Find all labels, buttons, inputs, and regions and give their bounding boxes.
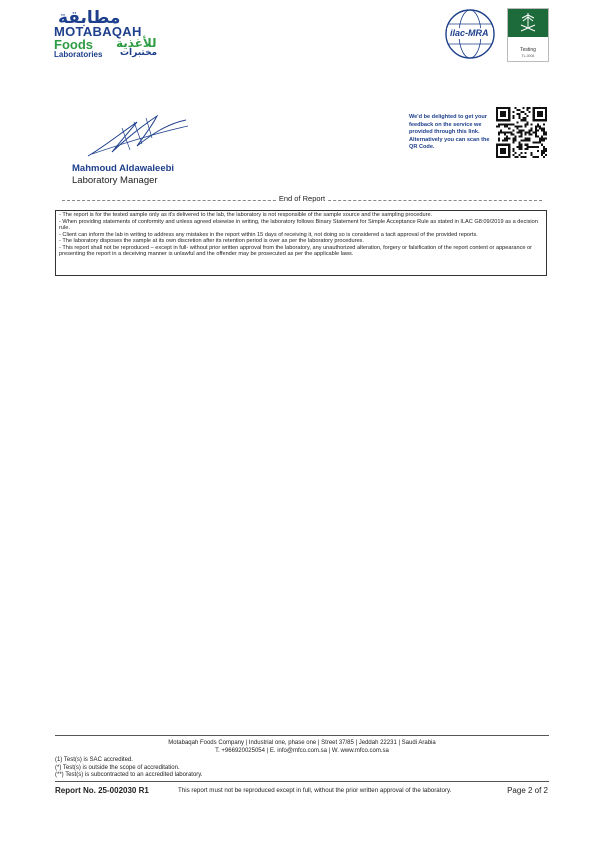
logo-foods-ar: للأغذية [116, 36, 157, 50]
footer-notes [55, 757, 203, 780]
disclaimer-item: - The report is for the tested sample only as it's delivered to the lab, the laboratory is not responsible of the sample source and the sampling procedure. [59, 212, 433, 218]
logo-english-name: MOTABAQAH [54, 24, 142, 39]
footer-address [55, 740, 549, 755]
signer-name: Mahmoud Aldawaleebi [72, 163, 175, 174]
disclaimer-item: - This report shall not be reproduced – except in full- without prior written approval from the laboratory, any unauthorized alteration, forgery or falsification of the report content or appearance or presenting the report in a deceiving manner is unlawful and the offender may be prosecuted as per the applicable laws. [59, 244, 533, 257]
disclaimer-item: - The laboratory disposes the sample at its own discretion after its retention period is over as per the laboratory procedures. [59, 238, 364, 244]
company-logo [54, 8, 184, 58]
signer-title: Laboratory Manager [72, 175, 158, 186]
handwritten-signature [82, 108, 192, 163]
sac-code: TL-0004 [521, 54, 535, 58]
reproduction-warning: This report must not be reproduced except in full, without the prior written approval of the laboratory. [178, 787, 452, 794]
ilac-mra-seal [444, 8, 496, 60]
footer-note: (*) Test(s) is outside the scope of accreditation. [55, 764, 180, 771]
logo-foods-en: Foods [54, 37, 93, 52]
footer-divider [55, 735, 549, 736]
disclaimer-item: - When providing statements of conformity and unless agreed elsewise in writing, the laboratory follows Binary Statement for Simple Acceptance Rule as stated in ILAC G8:09/2019 as a decision rule. [59, 218, 538, 231]
sac-accreditation-mark [507, 8, 549, 62]
disclaimer-item: - Client can inform the lab in writing to address any mistakes in the report within 15 days of receiving it, not doing so is considered a tacit approval of the provided reports. [59, 231, 478, 238]
footer-note: (**) Test(s) is subcontracted to an accredited laboratory. [55, 772, 203, 779]
ilac-label: ilac-MRA [450, 28, 489, 38]
footer-address-line1: Motabaqah Foods Company | Industrial one, phase one | Street 37/85 | Jeddah 22231 | Saudi Arabia [168, 740, 436, 746]
disclaimer-box [55, 210, 547, 276]
page-number: Page 2 of 2 [507, 786, 548, 795]
footer-note: (1) Test(s) is SAC accredited. [55, 757, 133, 763]
footer-divider-2 [55, 781, 549, 782]
logo-arabic-name: مطابقة [58, 8, 121, 28]
sac-testing-label: Testing [520, 47, 536, 53]
footer-address-line2: T. +966920025054 | E. info@mfco.com.sa | W. www.mfco.com.sa [215, 747, 389, 754]
qr-code[interactable] [496, 107, 547, 158]
logo-labs-en: Laboratories [54, 50, 103, 59]
logo-labs-ar: مختبرات [120, 48, 158, 58]
palm-swords-icon [508, 9, 548, 37]
qr-code-icon [496, 107, 547, 158]
end-of-report-divider [62, 194, 542, 206]
feedback-text[interactable]: We'd be delighted to get your feedback on the service we provided through this link. Alternatively you can scan the QR Code. [409, 114, 490, 151]
sac-emblem [508, 9, 548, 37]
end-of-report-label: End of Report [278, 194, 326, 203]
report-number: Report No. 25-002030 R1 [55, 786, 149, 795]
